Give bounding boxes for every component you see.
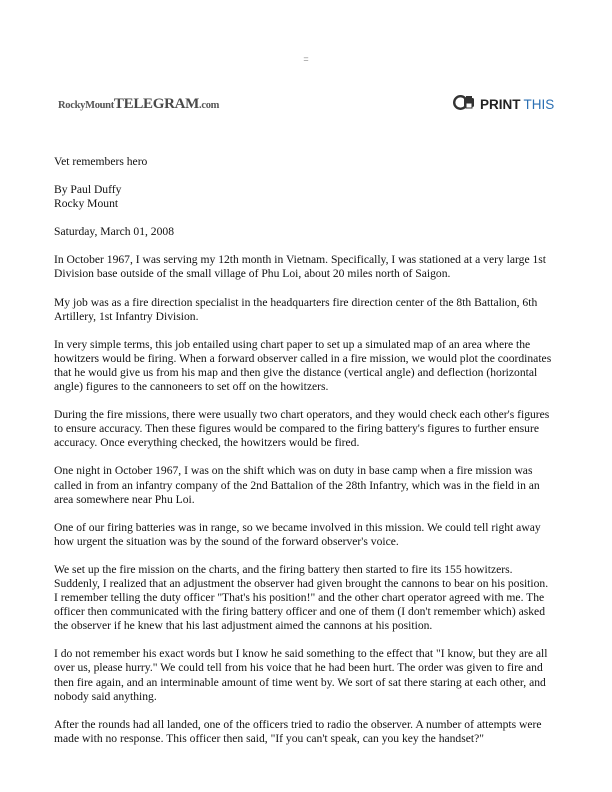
paragraph: In very simple terms, this job entailed using chart paper to set up a simulated map of an area where the howitzers would be firing. When a forward observer called in a fire mission, we would plot the coordinates that he would give us from his map and then give the distance (vertical angle) and deflection (horizontal angle) figures to the cannoneers to set off on the howitzers. xyxy=(54,337,552,394)
byline: By Paul Duffy xyxy=(54,183,122,197)
paragraph: One of our firing batteries was in range, so we became involved in this mission. We could tell right away how urgent the situation was by the sound of the forward observer's voice. xyxy=(54,520,541,548)
headline: Vet remembers hero xyxy=(54,155,148,168)
top-mark: = xyxy=(303,54,309,64)
print-label: PRINT xyxy=(480,96,521,112)
this-label: THIS xyxy=(523,96,555,112)
paragraph: One night in October 1967, I was on the shift which was on duty in base camp when a fire mission was called in from an infantry company of the 2nd Battalion of the 28th Infantry, which was in the field in an area somewhere near Phu Loi. xyxy=(54,464,540,506)
print-this-logo[interactable] xyxy=(453,95,554,113)
paragraph: In October 1967, I was serving my 12th month in Vietnam. Specifically, I was stationed at a very large 1st Division base outside of the small village of Phu Loi, about 20 miles north of Saigon. xyxy=(54,253,547,281)
paragraph: We set up the fire mission on the charts, and the firing battery then started to fire its 155 howitzers. Suddenly, I realized that an adjustment the observer had given brought the cannons to bear on his position. I remember telling the duty officer "That's his position!" and the other chart operator agreed with me. The officer then communicated with the firing battery officer and one of them (I don't remember which) asked the observer if he knew that his last adjustment aimed the cannons at his position. xyxy=(54,562,549,633)
paragraph: I do not remember his exact words but I know he said something to the effect that "I know, but they are all over us, please hurry." We could tell from his voice that he had been hurt. The order was given to fire and then fire again, and an interminable amount of time went by. We sort of sat there staring at each other, and nobody said anything. xyxy=(54,647,548,703)
logo-text-big: TELEGRAM xyxy=(113,96,200,112)
printer-icon xyxy=(453,95,477,113)
paragraph: My job was as a fire direction specialist in the headquarters fire direction center of the 8th Battalion, 6th Artillery, 1st Infantry Division. xyxy=(54,295,538,323)
paragraph: After the rounds had all landed, one of the officers tried to radio the observer. A number of attempts were made with no response. This officer then said, "If you can't speak, can you key the handset?" xyxy=(54,717,542,745)
logo-text-small: RockyMount xyxy=(58,100,114,111)
rocky-mount-telegram-logo[interactable] xyxy=(58,95,219,113)
paragraph: During the fire missions, there were usually two chart operators, and they would check each other's figures to ensure accuracy. Then these figures would be compared to the firing battery's figures to further ensure accuracy. Once everything checked, the howitzers would be fired. xyxy=(54,408,550,450)
location: Rocky Mount xyxy=(54,197,119,211)
logo-text-suffix: .com xyxy=(199,100,220,111)
article-body xyxy=(54,155,554,760)
byline-block xyxy=(54,183,554,211)
date: Saturday, March 01, 2008 xyxy=(54,225,174,239)
